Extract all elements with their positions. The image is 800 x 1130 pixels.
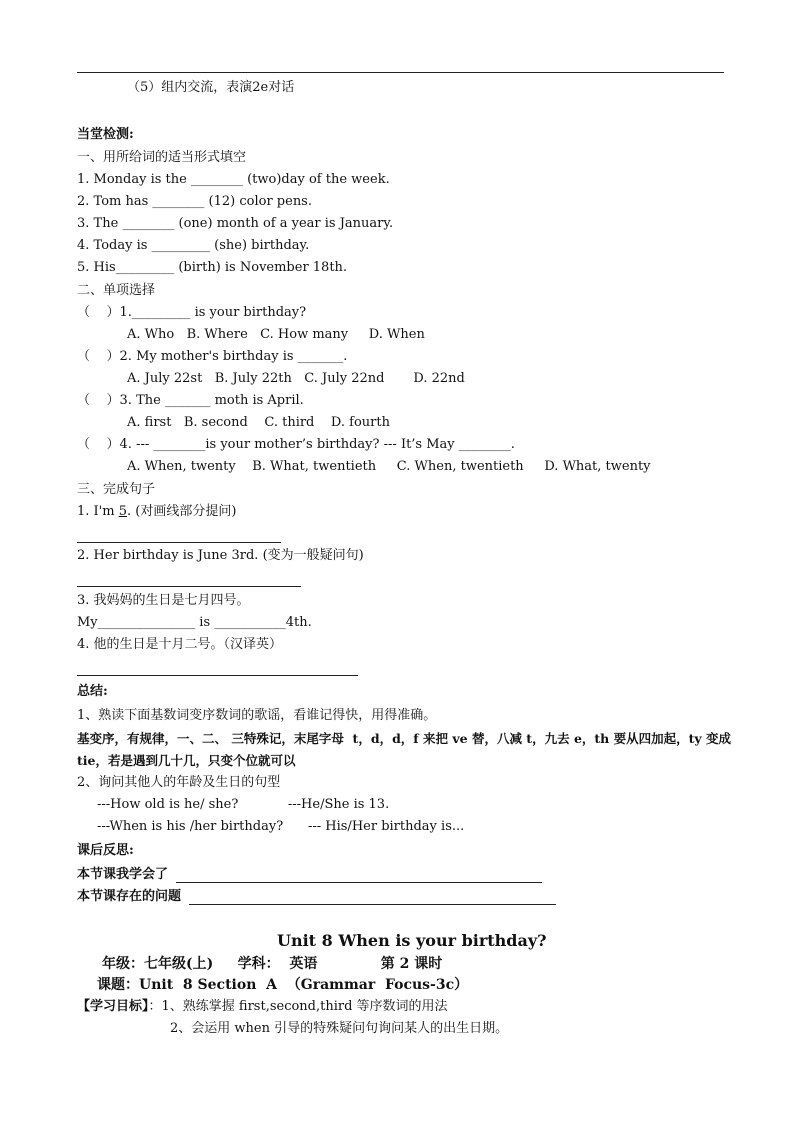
- choice-q1-options: A. Who B. Where C. How many D. When: [127, 327, 425, 342]
- goals-label: 【学习目标】: [77, 999, 149, 1014]
- choice-q1: （ ）1._________ is your birthday?: [77, 305, 307, 320]
- fill-item-5: 5. His_________ (birth) is November 18th.: [77, 260, 348, 275]
- answer-line-2: [77, 586, 301, 587]
- sentence-q1-post: . (对画线部分提问): [127, 504, 237, 519]
- answer-line-4: [77, 675, 358, 676]
- rhyme-line-2: tie，若是遇到几十几，只变个位就可以: [77, 753, 296, 768]
- goal-1-text: ：1、熟练掌握 first,second,third 等序数词的用法: [148, 999, 448, 1014]
- pattern-age: ---How old is he/ she? ---He/She is 13.: [97, 797, 390, 812]
- fill-item-1: 1. Monday is the ________ (two)day of the week.: [77, 172, 390, 187]
- part1-heading: 一、用所给词的适当形式填空: [77, 150, 247, 165]
- check-heading: 当堂检测:: [77, 127, 134, 142]
- lesson2-topic: 课题：Unit 8 Section A （Grammar Focus-3c）: [97, 977, 469, 993]
- choice-q3-options: A. first B. second C. third D. fourth: [127, 415, 390, 430]
- reflection-learned-line: [176, 882, 542, 883]
- sentence-q1-underlined: 5: [118, 504, 127, 519]
- part2-heading: 二、单项选择: [77, 283, 156, 298]
- choice-q4-options: A. When, twenty B. What, twentieth C. When, twentieth D. What, twenty: [127, 459, 651, 474]
- sentence-q4: 4. 他的生日是十月二号。（汉译英）: [77, 637, 283, 652]
- sentence-q3-answer: My_______________ is ___________4th.: [77, 615, 312, 630]
- part3-heading: 三、完成句子: [77, 482, 156, 497]
- pattern-birthday: ---When is his /her birthday? --- His/Her birthday is...: [97, 819, 465, 834]
- sentence-q3: 3. 我妈妈的生日是七月四号。: [77, 593, 250, 608]
- fill-item-3: 3. The ________ (one) month of a year is January.: [77, 216, 394, 231]
- fill-item-4: 4. Today is _________ (she) birthday.: [77, 238, 310, 253]
- summary-point-2: 2、询问其他人的年龄及生日的句型: [77, 775, 281, 790]
- top-divider: [77, 72, 724, 73]
- choice-q3: （ ）3. The _______ moth is April.: [77, 393, 304, 408]
- reflection-problems-label: 本节课存在的问题: [77, 889, 182, 904]
- choice-q4: （ ）4. --- ________is your mother’s birthday? --- It’s May ________.: [77, 437, 515, 452]
- lesson2-goal-1: [77, 999, 448, 1015]
- lesson2-goal-2: 2、会运用 when 引导的特殊疑问句询问某人的出生日期。: [170, 1021, 509, 1036]
- lesson2-meta: 年级：七年级(上) 学科： 英语 第 2 课时: [102, 956, 443, 972]
- reflection-learned-label: 本节课我学会了: [77, 867, 169, 882]
- sentence-q2: 2. Her birthday is June 3rd. (变为一般疑问句): [77, 548, 364, 563]
- answer-line-1: [77, 542, 281, 543]
- step-5-text: （5）组内交流，表演2e对话: [127, 80, 295, 95]
- summary-point-1: 1、熟读下面基数词变序数词的歌谣，看谁记得快，用得准确。: [77, 708, 437, 723]
- choice-q2: （ ）2. My mother's birthday is _______.: [77, 349, 348, 364]
- lesson2-title: Unit 8 When is your birthday?: [277, 931, 547, 950]
- summary-heading: 总结:: [77, 684, 108, 699]
- reflection-heading: 课后反思:: [77, 843, 134, 858]
- choice-q2-options: A. July 22st B. July 22th C. July 22nd D. 22nd: [127, 371, 465, 386]
- rhyme-line-1: 基变序，有规律，一、二、 三特殊记，末尾字母 t，d，d，f 来把 ve 替，八减 t，九去 e，th 要从四加起，ty 变成: [77, 731, 731, 746]
- reflection-problems-line: [189, 904, 556, 905]
- sentence-q1: [77, 504, 236, 520]
- fill-item-2: 2. Tom has ________ (12) color pens.: [77, 194, 312, 209]
- sentence-q1-pre: 1. I'm: [77, 504, 119, 519]
